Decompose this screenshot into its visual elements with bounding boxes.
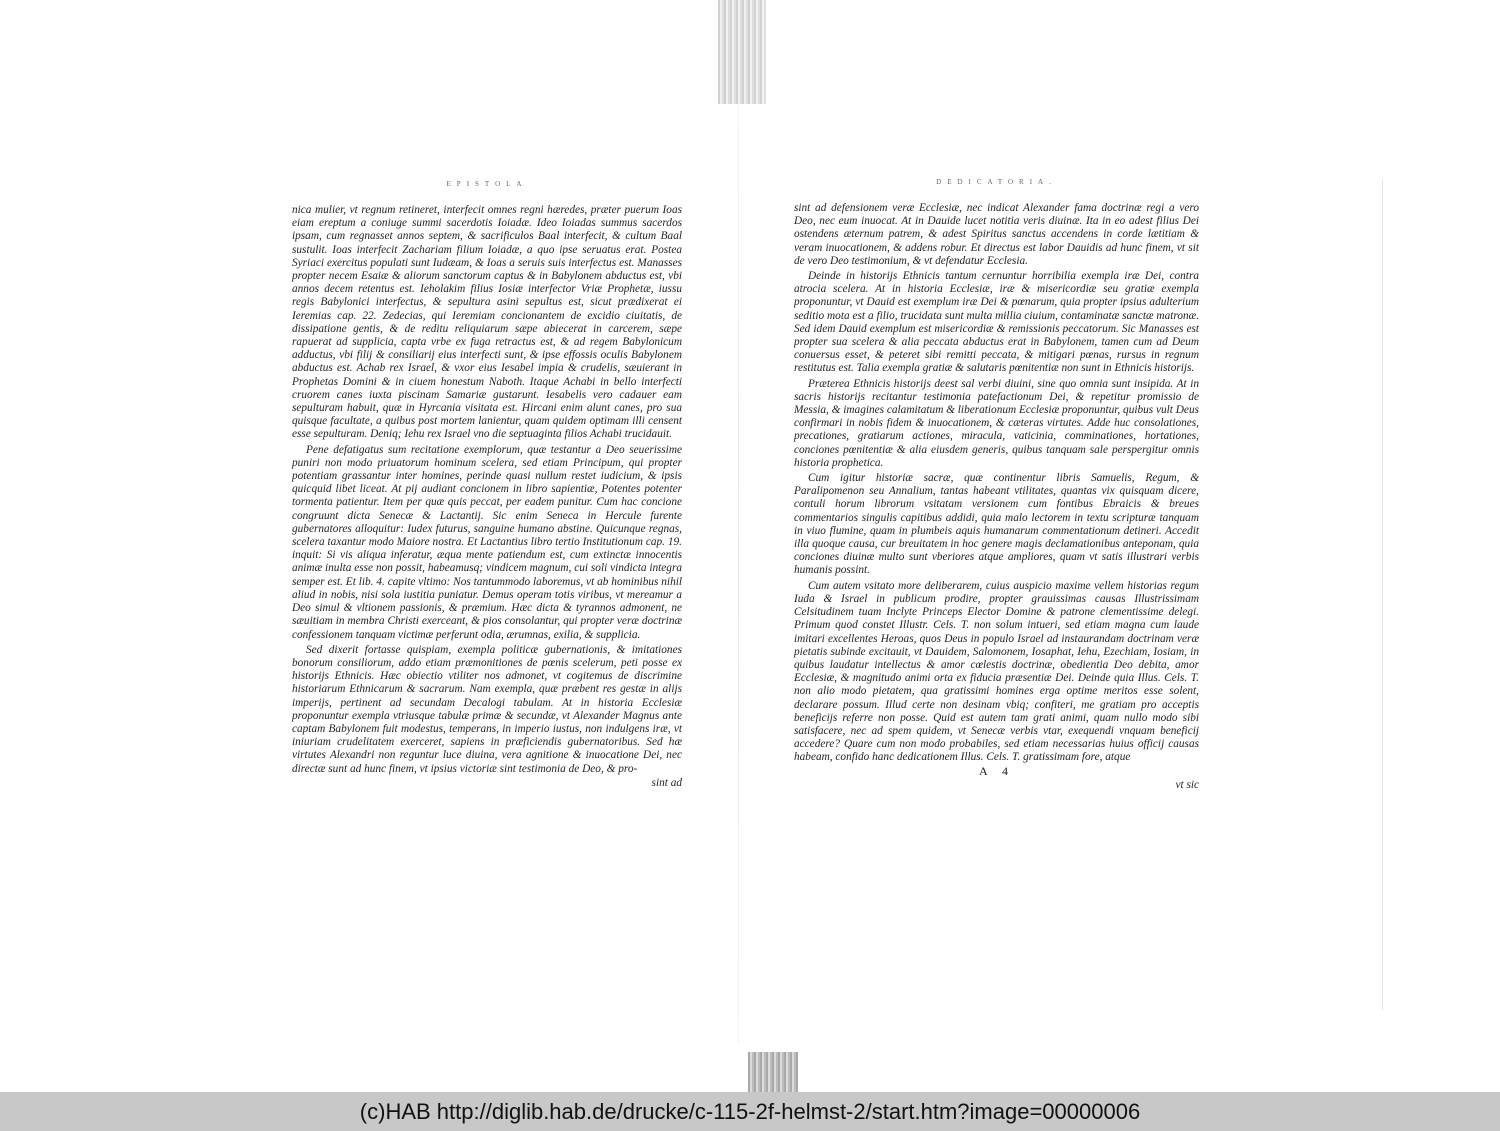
- left-paragraph-1: nica mulier, vt regnum retineret, interfecit omnes regni hæredes, præter puerum Ioas eiam ereptum a coniuge summi sacerdotis Ioiadæ. Ideo Ioiadas summus sacerdos ipsam, cum regnasset annos septem, & sacrificulos Baal interfecit, & cultum Baal sustulit. Ioas interfecit Zachariam filium Ioiadæ, a quo ipse seruatus erat. Postea Syriaci exercitus populati sunt Iudæam, & Ioas a seruis suis interfectus est. Manasses propter necem Esaiæ & aliorum sanctorum captus & in Babylonem abductus est, vbi annos decem retentus est. Ieholakim filius Iosiæ interfector Vriæ Prophetæ, iussu regis Babylonici interfectus, & sepultura asini sepultus est, sicut prædixerat ei Ieremias cap. 22. Zedecias, qui Ieremiam concionantem de excidio ciuitatis, de dissipatione gentis, & de reditu reliquiarum sæpe abiecerat in carcerem, sæpe rapuerat ad supplicia, capta vrbe ex fuga retractus est, & ad regem Babylonicum adductus, vbi filij & consiliarij eius interfecti sunt, & ipse effossis oculis Babylonem abductus est. Achab rex Israel, & vxor eius Iesabel impia & crudelis, sæuierant in Prophetas Domini & in ciuem honestum Naboth. Itaque Achabi in bello interfecti cruorem canes iuxta piscinam Samariæ gustarunt. Iesabelis vero cadauer eam sepulturam habuit, quæ in Hyrcania visitata est. Hircani enim alunt canes, pro sua quisque facultate, a quibus post mortem lanientur, quam quidem optimam illi censent esse sepulturam. Deniq; Iehu rex Israel vno die septuaginta filios Achabi trucidauit.: [292, 204, 682, 441]
- right-paragraph-4: Cum igitur historiæ sacræ, quæ continentur libris Samuelis, Regum, & Paralipomenon seu Annalium, tantas habeant vtilitates, quantas vix quisquam dicere, contuli horum librorum vsitatam versionem cum fontibus Ebraicis & breues commentarios singulis capitibus addidi, quia malo lectorem in textu scripturæ tanquam in viuo flumine, quam in plumbeis aquis humanarum commentationum detineri. Accedit illa quoque causa, cur breuitatem in hoc genere magis declamationibus anteponam, quia conciones diuinæ multo sunt vberiores atque ampliores, quam vt satis illustrari verbis humanis possint.: [794, 472, 1199, 577]
- signature-mark: A 4: [978, 763, 1014, 778]
- left-catchword: sint ad: [651, 776, 682, 789]
- left-paragraph-2: Pene defatigatus sum recitatione exemplorum, quæ testantur a Deo seuerissime puniri non modo priuatorum hominum scelera, sed etiam Principum, qui propter potentiam grassantur inter homines, perinde quasi nullum restet iudicium, & ipsis quicquid libet liceat. At pij audiant concionem in libro sapientiæ, Potentes potenter tormenta patientur. Item per quæ quis peccat, per eadem punitur. Cum hac concione congruunt dicta Senecæ & Lactantij. Sic enim Seneca in Hercule furente gubernatores alloquitur: Iudex futurus, sanguine humano abstine. Quicunque regnas, scelera taxantur modo Maiore nostra. Et Lactantius libro tertio Institutionum cap. 19. inquit: Si vis aliqua inferatur, æqua mente patiendum est, cum extinctæ innocentis animæ inulta esse non possit, habeamusq; vindicem magnum, cui soli vindicta integra semper est. Et lib. 4. capite vltimo: Nos tantummodo laboremus, vt ab hominibus nihil aliud in nobis, nisi sola iustitia puniatur. Demus operam totis viribus, vt mereamur a Deo simul & vltionem passionis, & præmium. Hæc dicta & tyrannos admonent, ne sæuitiam in membra Christi exerceant, & pios consolantur, qui propter veræ doctrinæ confessionem tanquam victimæ perferunt odia, ærumnas, exilia, & supplicia.: [292, 443, 682, 641]
- page-edge-line: [1382, 180, 1383, 1010]
- binding-gutter-bottom: [748, 1052, 798, 1092]
- left-paragraph-3: Sed dixerit fortasse quispiam, exempla politicæ gubernationis, & imitationes bonorum consiliorum, addo etiam præmonitiones de pœnis scelerum, peti posse ex historijs Ethnicis. Hæc obiectio vtiliter nos admonet, vt cogitemus de discrimine historiarum Ethnicarum & sacrarum. Nam exempla, quæ præbent res gestæ in alijs imperijs, pertinent ad secundam Decalogi tabulam. At in historia Ecclesiæ proponuntur exempla vtriusque tabulæ primæ & secundæ, vt Alexander Magnus ante captam Babylonem fuit modestus, temperans, in imperio iustus, non indulgens iræ, vt iniuriam crudelitatem exerceret, sapiens in præficiendis gubernatoribus. Sed hæ virtutes Alexandri non reguntur luce diuina, vera agnitione & inuocatione Dei, nec directæ sunt ad hunc finem, vt ipsius victoriæ sint testimonia de Deo, & pro-: [292, 643, 682, 775]
- left-running-head: EPISTOLA: [446, 180, 528, 188]
- right-paragraph-2: Deinde in historijs Ethnicis tantum cernuntur horribilia exempla iræ Dei, contra atrocia scelera. At in historia Ecclesiæ, iræ & misericordiæ seu gratiæ exempla proponuntur, vt Dauid est exemplum iræ Dei & pœnarum, quia propter ipsius adulterium seditio mota est a filio, trucidata sunt multa millia ciuium, contaminatæ sanctæ matronæ. Sed idem Dauid exemplum est misericordiæ & remissionis peccatorum. Sic Manasses est propter sua scelera & alia peccata abductus erat in Babylonem, tamen cum ad Deum conuersus esset, & peteret sibi remitti peccata, & mitigari pœnas, rursus in regnum restitutus est. Talia exempla gratiæ & salutaris pœnitentiæ non sunt in Ethnicis historijs.: [794, 270, 1199, 375]
- binding-gutter-top: [718, 0, 766, 104]
- left-page: [292, 180, 682, 791]
- right-paragraph-1: sint ad defensionem veræ Ecclesiæ, nec indicat Alexander fama doctrinæ regi a vero Deo, nec eum inuocat. At in Dauide lucet notitia veris diuinæ. Ita in eo adest filius Dei ostendens æternum patrem, & adest Spiritus sanctus accendens in corde lætitiam & veram inuocationem, & addens robur. Et directus est labor Dauidis ad hunc finem, vt sit de vero Deo testimonium, & vt defendatur Ecclesia.: [794, 202, 1199, 267]
- right-running-head: DEDICATORIA.: [936, 178, 1057, 186]
- right-paragraph-3: Præterea Ethnicis historijs deest sal verbi diuini, sine quo omnia sunt insipida. At in sacris historijs recitantur testimonia patefactionum Dei, & repetitur promissio de Messia, & imagines calamitatum & liberationum Ecclesiæ proponuntur, quibus vult Deus confirmari in nobis fidem & inuocationem, & cæteras virtutes. Adde huc consolationes, precationes, gratiarum actiones, miracula, vaticinia, comminationes, hortationes, conciones pœnitentiæ & alia eiusdem generis, quibus tanquam sale perspergitur omnis historia prophetica.: [794, 377, 1199, 469]
- copyright-footer: (c)HAB http://diglib.hab.de/drucke/c-115-2f-helmst-2/start.htm?image=00000006: [0, 1092, 1500, 1131]
- right-text-column: [794, 202, 1199, 792]
- right-paragraph-5: Cum autem vsitato more deliberarem, cuius auspicio maxime vellem historias regum Iuda & Israel in publicum prodire, propter grauissimas causas Illustrissimam Celsitudinem tuam Inclyte Princeps Elector Domine & patrone clementissime delegi. Primum quod constet Illustr. Cels. T. non solum intueri, sed etiam magna cum laude imitari excellentes Heroas, quos Deus in populo Israel ad instaurandam doctrinam veræ pietatis subinde excitauit, vt Dauidem, Salomonem, Iosaphat, Iehu, Ezechiam, Iosiam, in quibus laudatur intellectus & amor cœlestis doctrinæ, obedientia Deo debita, amor Ecclesiæ, & magnitudo animi orta ex fiducia præsentiæ Dei. Deinde quia Illus. Cels. T. non alio modo pietatem, qua gratissimi homines erga optime meritos esse solent, declarare possum. Illud certe non desinam vbiq; confiteri, me gratiam pro acceptis beneficijs referre non posse. Quid est autem tam grati animi, quam nullo modo sibi satisfacere, nec ad spem quidem, vt Senecæ verbis vtar, exequendi vnquam beneficij accedere? Quare cum non modo probabiles, sed etiam necessarias huius officij causas habeam, confido hanc dedicationem Illus. Cels. T. gratissimam fore, atque: [794, 579, 1199, 764]
- binding-gutter-line: [738, 104, 739, 1044]
- left-text-column: [292, 204, 682, 790]
- right-catchword: vt sic: [1175, 778, 1199, 791]
- right-page: [794, 178, 1199, 793]
